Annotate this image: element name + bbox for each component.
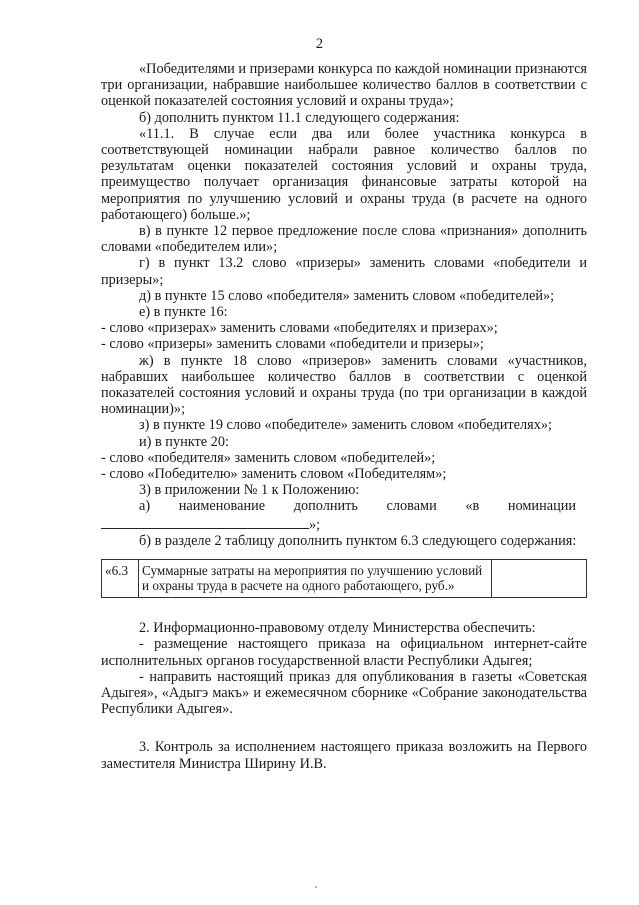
paragraph: 3. Контроль за исполнением настоящего приказа возложить на Первого заместителя Министра Ширину И.В. (101, 739, 587, 772)
paragraph: - размещение настоящего приказа на официальном интернет-сайте исполнительных органов государственной власти Республики Адыгея; (101, 636, 587, 669)
page-number: 2 (315, 36, 324, 52)
paragraph: - слово «призеры» заменить словами «победители и призеры»; (101, 336, 484, 353)
paragraph: ж) в пункте 18 слово «призеров» заменить словами «участников, набравших наибольшее количество баллов в соответствии с оценкой показателей состояния условий и охраны труда (по три организации в каждой номинации)»; (101, 352, 587, 418)
paragraph: - слово «призерах» заменить словами «победителях и призерах»; (101, 320, 498, 337)
paragraph: 3) в приложении № 1 к Положению: (139, 482, 360, 499)
blank-line-suffix: »; (309, 516, 321, 533)
table-row (102, 560, 587, 598)
paragraph: «11.1. В случае если два или более участника конкурса в соответствующей номинации набрали равное количество баллов по результатам оценки показателей состояния условий и охраны труда, преимущество получает организация финансовые затраты которой на мероприятия по улучшению условий и охраны труда (в расчете на одного работающего) больше.»; (101, 125, 587, 223)
table-cell-number: «6.3 (102, 560, 139, 598)
paragraph: - слово «победителя» заменить словом «победителей»; (101, 449, 436, 466)
paragraph: д) в пункте 15 слово «победителя» заменить словом «победителей»; (139, 287, 555, 304)
scan-speck (315, 886, 317, 888)
table-cell-value (492, 560, 587, 598)
blank-line-paragraph (101, 515, 587, 533)
paragraph: б) дополнить пунктом 11.1 следующего содержания: (139, 109, 460, 126)
paragraph: - слово «Победителю» заменить словом «Победителям»; (101, 466, 447, 483)
paragraph: г) в пункт 13.2 слово «призеры» заменить словами «победители и призеры»; (101, 255, 587, 288)
document-body (101, 61, 587, 772)
table-cell-text: Суммарные затраты на мероприятия по улучшению условий и охраны труда в расчете на одного работающего, руб.» (139, 560, 492, 598)
addition-table (101, 559, 587, 598)
paragraph: е) в пункте 16: (139, 304, 228, 321)
paragraph: а) наименование дополнить словами «в номинации (139, 498, 577, 515)
paragraph: «Победителями и призерами конкурса по каждой номинации признаются три организации, набравшие наибольшее количество баллов в соответствии с оценкой показателей состояния условий и охраны труда»; (101, 61, 587, 110)
paragraph: в) в пункте 12 первое предложение после слова «признания» дополнить словами «победителем или»; (101, 223, 587, 256)
blank-line (101, 515, 309, 529)
paragraph: б) в разделе 2 таблицу дополнить пунктом 6.3 следующего содержания: (139, 532, 577, 549)
paragraph: з) в пункте 19 слово «победителе» заменить словом «победителях»; (139, 417, 552, 434)
paragraph: и) в пункте 20: (139, 433, 229, 450)
paragraph: 2. Информационно-правовому отделу Министерства обеспечить: (139, 620, 536, 637)
paragraph: - направить настоящий приказ для опубликования в газеты «Советская Адыгея», «Адыгэ макъ» и ежемесячном сборнике «Собрание законодательства Республики Адыгея». (101, 668, 587, 718)
